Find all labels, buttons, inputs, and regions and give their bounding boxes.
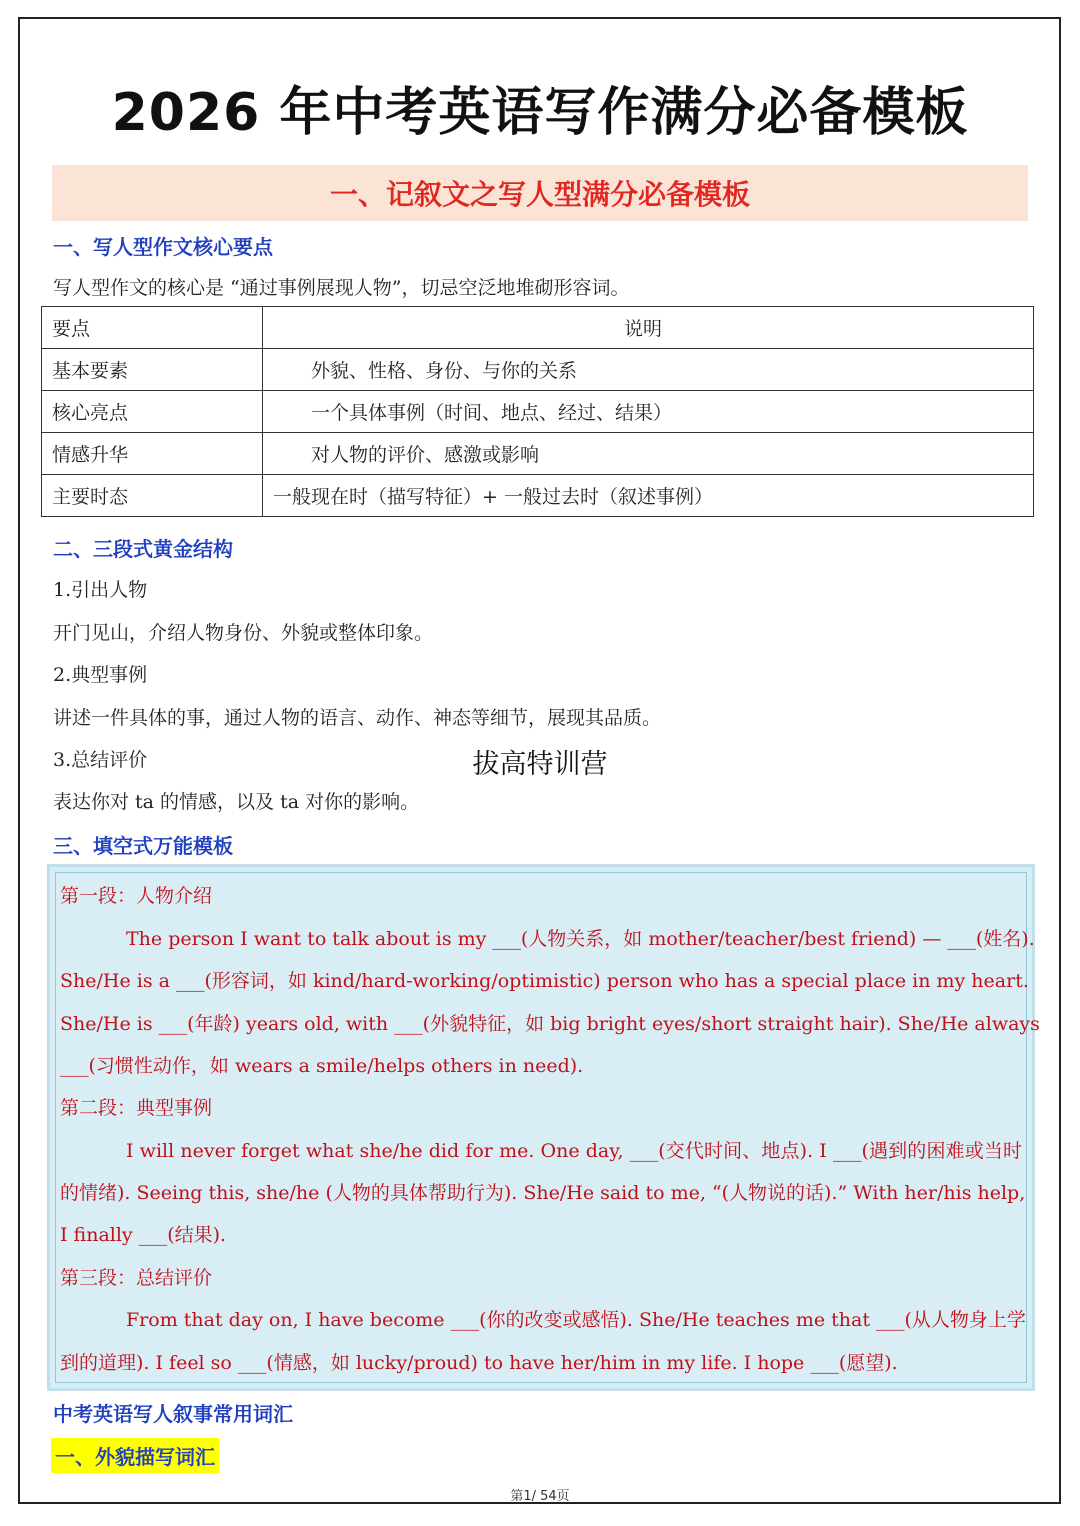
paragraph-label: 第二段：典型事例 (60, 1097, 213, 1119)
table-header-cell: 说明 (263, 307, 1034, 349)
table-cell: 一个具体事例（时间、地点、经过、结果） (263, 391, 1034, 433)
table-cell: 基本要素 (42, 349, 263, 391)
template-line: The person I want to talk about is my ___(人物关系，如 mother/teacher/best friend) — ___(姓名). (126, 928, 1035, 950)
structure-item-title: 3.总结评价 (53, 749, 148, 771)
template-line: From that day on, I have become ___(你的改变或感悟). She/He teaches me that ___(从人物身上学 (126, 1309, 1026, 1331)
table-cell: 核心亮点 (42, 391, 263, 433)
section1-heading: 一、写人型作文核心要点 (53, 235, 273, 259)
table-cell: 主要时态 (42, 475, 263, 517)
table-row (42, 475, 1034, 517)
paragraph-label: 第三段：总结评价 (60, 1267, 213, 1289)
template-line: She/He is a ___(形容词，如 kind/hard-working/optimistic) person who has a special place in my heart. (60, 970, 1029, 992)
document-title: 2026 年中考英语写作满分必备模板 (111, 83, 969, 143)
table-header-row (42, 307, 1034, 349)
table-cell: 一般现在时（描写特征）+ 一般过去时（叙述事例） (263, 475, 1034, 517)
section2-heading: 二、三段式黄金结构 (53, 537, 233, 561)
template-line: ___(习惯性动作，如 wears a smile/helps others in need). (60, 1055, 584, 1077)
key-points-table (41, 306, 1034, 517)
structure-item-title: 2.典型事例 (53, 664, 148, 686)
template-line: 的情绪). Seeing this, she/he (人物的具体帮助行为). She/He said to me, “(人物说的话).” With her/his help, (60, 1182, 1026, 1204)
watermark-text: 拔高特训营 (472, 749, 608, 780)
vocab-heading: 中考英语写人叙事常用词汇 (53, 1402, 293, 1426)
vocab-subheading-highlighted: 一、外貌描写词汇 (51, 1438, 219, 1473)
table-row (42, 391, 1034, 433)
table-header-cell: 要点 (42, 307, 263, 349)
structure-item-desc: 表达你对 ta 的情感，以及 ta 对你的影响。 (53, 791, 420, 813)
table-cell: 外貌、性格、身份、与你的关系 (263, 349, 1034, 391)
template-line: 到的道理). I feel so ___(情感，如 lucky/proud) to have her/him in my life. I hope ___(愿望). (60, 1352, 898, 1374)
section3-heading: 三、填空式万能模板 (53, 834, 233, 858)
section1-intro: 写人型作文的核心是 “通过事例展现人物”，切忌空泛地堆砌形容词。 (53, 277, 630, 299)
paragraph-label: 第一段：人物介绍 (60, 885, 213, 907)
structure-item-desc: 开门见山，介绍人物身份、外貌或整体印象。 (53, 622, 434, 644)
table-cell: 对人物的评价、感激或影响 (263, 433, 1034, 475)
page-number: 第1/ 54页 (510, 1489, 570, 1504)
template-line: She/He is ___(年龄) years old, with ___(外貌特征，如 big bright eyes/short straight hair). She/He always (60, 1013, 1040, 1035)
table-row (42, 349, 1034, 391)
template-line: I will never forget what she/he did for me. One day, ___(交代时间、地点). I ___(遇到的困难或当时 (126, 1140, 1022, 1162)
table-cell: 情感升华 (42, 433, 263, 475)
template-line: I finally ___(结果). (60, 1224, 227, 1246)
structure-item-title: 1.引出人物 (53, 579, 148, 601)
table-row (42, 433, 1034, 475)
structure-item-desc: 讲述一件具体的事，通过人物的语言、动作、神态等细节，展现其品质。 (53, 707, 662, 729)
section-banner: 一、记叙文之写人型满分必备模板 (52, 165, 1028, 221)
